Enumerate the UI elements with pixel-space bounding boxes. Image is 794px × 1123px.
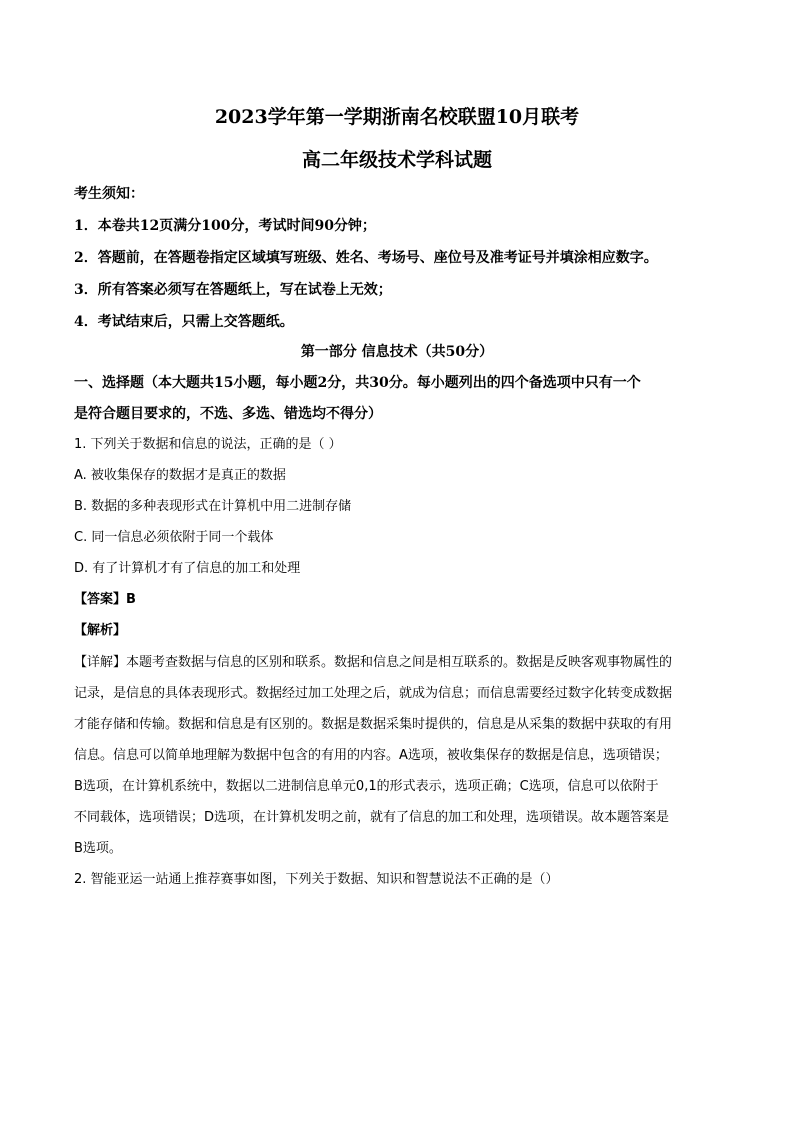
notice-item: 3．所有答案必须写在答题纸上，写在试卷上无效； xyxy=(74,282,392,298)
question-1-option-d: D. 有了计算机才有了信息的加工和处理 xyxy=(74,561,301,576)
question-1-detail-line: 才能存储和传输。数据和信息是有区别的。数据是数据采集时提供的，信息是从采集的数据中获取的有用 xyxy=(74,717,673,732)
notice-item: 2．答题前，在答题卷指定区域填写班级、姓名、考场号、座位号及准考证号并填涂相应数字。 xyxy=(74,250,658,266)
question-1-stem: 1. 下列关于数据和信息的说法，正确的是（ ） xyxy=(74,437,342,452)
question-1-detail-line: 记录，是信息的具体表现形式。数据经过加工处理之后，就成为信息；而信息需要经过数字化转变成数据 xyxy=(74,686,673,701)
question-1-detail-line: 【详解】本题考查数据与信息的区别和联系。数据和信息之间是相互联系的。数据是反映客观事物属性的 xyxy=(74,655,673,670)
question-1-detail-line: B选项。 xyxy=(74,841,122,856)
notice-item: 4．考试结束后，只需上交答题纸。 xyxy=(74,314,294,330)
exam-title: 2023学年第一学期浙南名校联盟10月联考 xyxy=(214,106,580,128)
question-2-stem: 2. 智能亚运一站通上推荐赛事如图，下列关于数据、知识和智慧说法不正确的是（） xyxy=(74,872,559,887)
part-heading: 第一部分 信息技术（共50分） xyxy=(300,344,494,360)
question-1-analysis-label: 【解析】 xyxy=(74,623,127,638)
question-1-detail-line: 信息。信息可以简单地理解为数据中包含的有用的内容。A选项，被收集保存的数据是信息，选项错误； xyxy=(74,748,668,763)
question-1-detail-line: 不同载体，选项错误；D选项，在计算机发明之前，就有了信息的加工和处理，选项错误。故本题答案是 xyxy=(74,810,670,825)
exam-subtitle: 高二年级技术学科试题 xyxy=(301,149,492,171)
section-instructions-line1: 一、选择题（本大题共15小题，每小题2分，共30分。每小题列出的四个备选项中只有一个 xyxy=(74,375,641,391)
question-1-option-b: B. 数据的多种表现形式在计算机中用二进制存储 xyxy=(74,499,352,514)
question-1-detail-line: B选项，在计算机系统中，数据以二进制信息单元0,1的形式表示，选项正确；C选项，信息可以依附于 xyxy=(74,779,659,794)
question-1-option-c: C. 同一信息必须依附于同一个载体 xyxy=(74,530,274,545)
notice-heading: 考生须知： xyxy=(74,186,144,202)
question-1-answer: 【答案】B xyxy=(74,592,136,607)
question-1-option-a: A. 被收集保存的数据才是真正的数据 xyxy=(74,468,286,483)
section-instructions-line2: 是符合题目要求的，不选、多选、错选均不得分） xyxy=(74,406,382,422)
notice-item: 1．本卷共12页满分100分，考试时间90分钟； xyxy=(74,218,376,234)
